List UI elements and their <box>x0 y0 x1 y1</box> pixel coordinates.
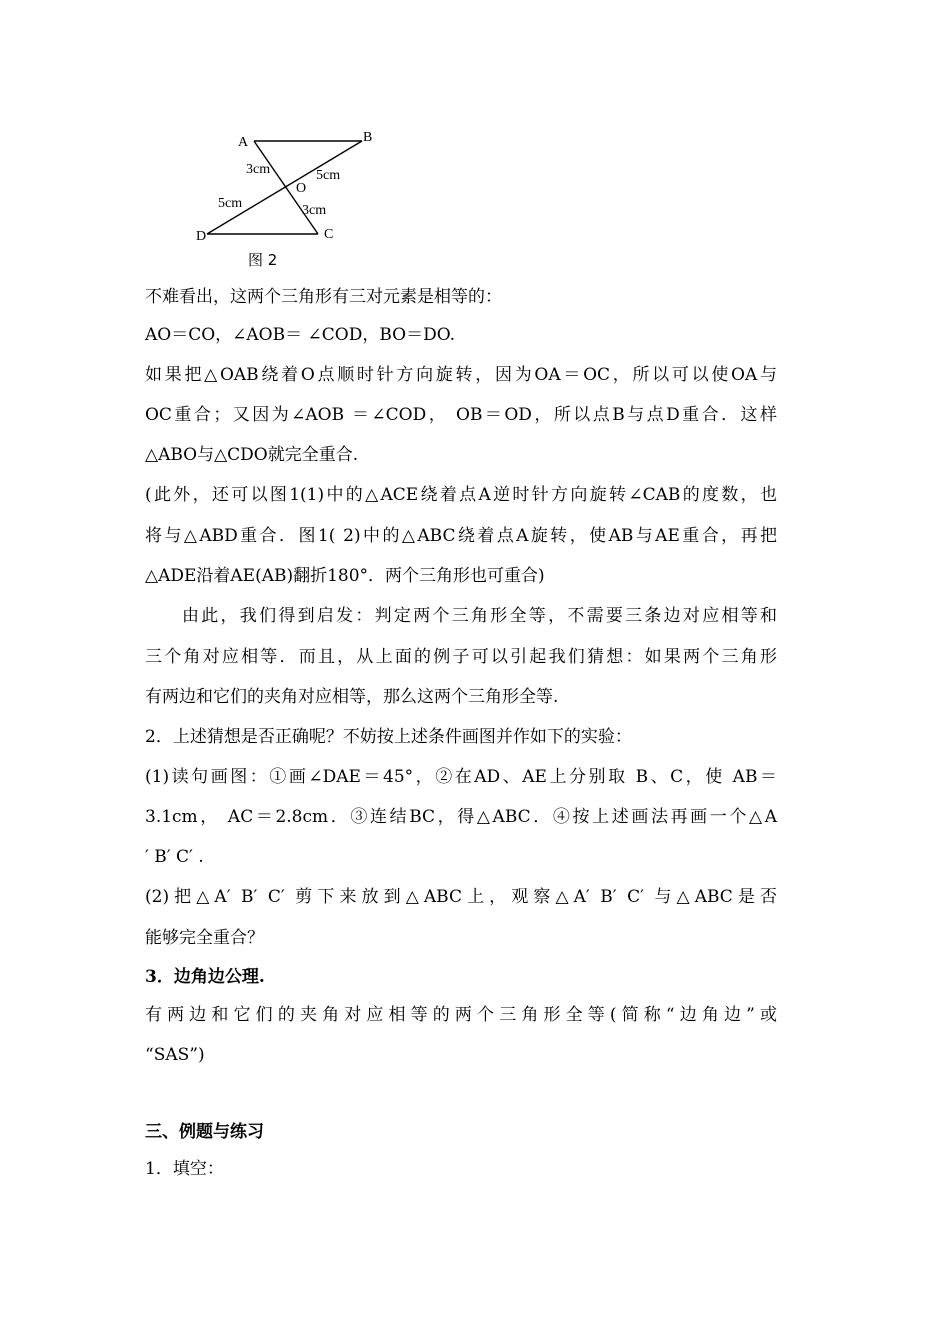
text-line: OC重合；又因为∠AOB ＝∠COD， OB＝OD，所以点B与点D重合．这样 <box>145 405 777 425</box>
text-line: △ADE沿着AE(AB)翻折180°．两个三角形也可重合) <box>145 566 545 586</box>
length-do: 5cm <box>218 196 243 211</box>
text-line: 由此，我们得到启发：判定两个三角形全等，不需要三条边对应相等和 <box>182 606 777 626</box>
label-o: O <box>296 181 307 196</box>
text-line: 将与△ABD重合．图1( 2)中的△ABC绕着点A旋转，使AB与AE重合，再把 <box>145 526 777 546</box>
triangle-diagram <box>190 126 373 276</box>
segment-ac <box>254 141 318 234</box>
text-line: 不难看出，这两个三角形有三对元素是相等的： <box>145 287 502 307</box>
text-line: 有两边和它们的夹角对应相等的两个三角形全等(简称“边角边”或 <box>145 1005 777 1025</box>
text-line: 3.1cm， AC＝2.8cm．③连结BC，得△ABC．④按上述画法再画一个△A <box>145 807 777 827</box>
text-line: (1)读句画图：①画∠DAE＝45°，②在AD、AE上分别取 B、C，使 AB＝ <box>145 767 777 787</box>
label-c: C <box>324 227 334 242</box>
label-d: D <box>196 229 207 244</box>
figure-caption: 图 2 <box>248 251 278 269</box>
text-line: (2)把△A′ B′ C′ 剪下来放到△ABC上，观察△A′ B′ C′ 与△ABC是否 <box>145 887 777 907</box>
text-line: “SAS”) <box>145 1045 205 1065</box>
text-line: 有两边和它们的夹角对应相等，那么这两个三角形全等. <box>145 687 559 707</box>
section-heading: 三、例题与练习 <box>145 1122 264 1142</box>
text-line: △ABO与△CDO就完全重合. <box>145 445 359 465</box>
text-line: 三个角对应相等．而且，从上面的例子可以引起我们猜想：如果两个三角形 <box>145 647 777 667</box>
length-oc: 3cm <box>302 203 327 218</box>
section-heading: 3．边角边公理. <box>145 967 265 987</box>
length-ob: 5cm <box>316 168 341 183</box>
text-line: ′ B′ C′ . <box>145 847 204 867</box>
figure-2 <box>190 126 373 276</box>
text-line: 2．上述猜想是否正确呢？不妨按上述条件画图并作如下的实验： <box>145 727 632 747</box>
segment-bd <box>207 141 362 234</box>
text-line: AO＝CO，∠AOB＝ ∠COD，BO＝DO. <box>145 325 456 345</box>
length-ao: 3cm <box>246 162 271 177</box>
text-line: (此外，还可以图1(1)中的△ACE绕着点A逆时针方向旋转∠CAB的度数，也 <box>145 485 777 505</box>
label-b: B <box>363 130 373 145</box>
text-line: 能够完全重合？ <box>145 928 264 948</box>
text-line: 1．填空： <box>145 1159 224 1179</box>
label-a: A <box>238 135 249 150</box>
text-line: 如果把△OAB绕着O点顺时针方向旋转，因为OA＝OC，所以可以使OA与 <box>145 365 777 385</box>
